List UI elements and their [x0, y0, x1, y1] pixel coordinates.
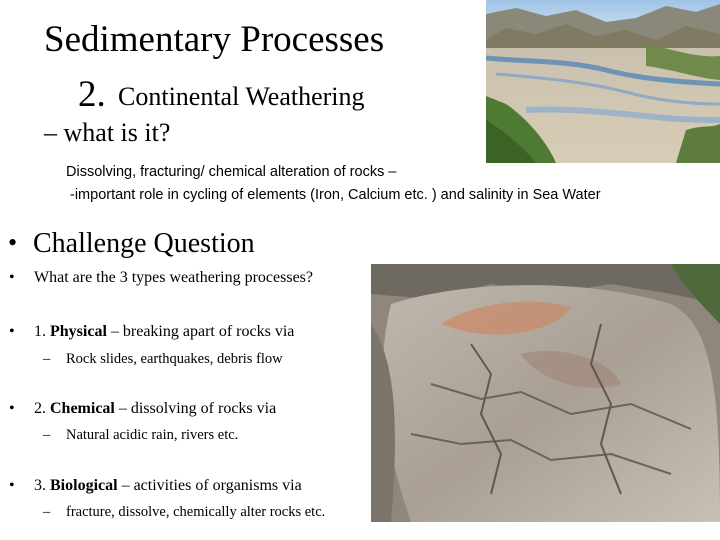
bullet-physical [34, 323, 294, 341]
bullet-question: What are the 3 types weathering processes? [34, 269, 313, 286]
bullet-chemical [34, 400, 276, 418]
weathered-rock-photo [371, 264, 720, 522]
subtitle-number: 2. [78, 74, 106, 115]
bullet-marker: • [9, 400, 15, 417]
bullet-prefix: 3. [34, 477, 50, 494]
bullet-marker: • [9, 323, 15, 340]
slide-title: Sedimentary Processes [44, 19, 385, 60]
sub-dash: – [43, 427, 51, 443]
question-text: – what is it? [44, 118, 171, 147]
river-valley-photo [486, 0, 720, 163]
sub-bullet: Rock slides, earthquakes, debris flow [66, 351, 283, 367]
bullet-biological [34, 477, 302, 495]
description-line-2: -important role in cycling of elements (Iron, Calcium etc. ) and salinity in Sea Water [70, 187, 601, 203]
sub-bullet: fracture, dissolve, chemically alter rocks etc. [66, 504, 326, 520]
bullet-text: – breaking apart of rocks via [106, 323, 295, 340]
bullet-term: Chemical [50, 400, 115, 417]
subtitle-text: Continental Weathering [118, 82, 365, 111]
bullet-term: Physical [50, 323, 107, 340]
bullet-prefix: 1. [34, 323, 50, 340]
sub-dash: – [43, 351, 51, 367]
sub-dash: – [43, 504, 51, 520]
bullet-marker: • [9, 269, 15, 286]
bullet-text: – dissolving of rocks via [114, 400, 277, 417]
challenge-heading: Challenge Question [33, 228, 255, 259]
bullet-marker: • [9, 477, 15, 494]
challenge-bullet: • [8, 228, 18, 257]
bullet-prefix: 2. [34, 400, 50, 417]
bullet-term: Biological [50, 477, 118, 494]
description-line-1: Dissolving, fracturing/ chemical alteration of rocks – [66, 164, 397, 180]
bullet-text: – activities of organisms via [117, 477, 302, 494]
sub-bullet: Natural acidic rain, rivers etc. [66, 427, 239, 443]
